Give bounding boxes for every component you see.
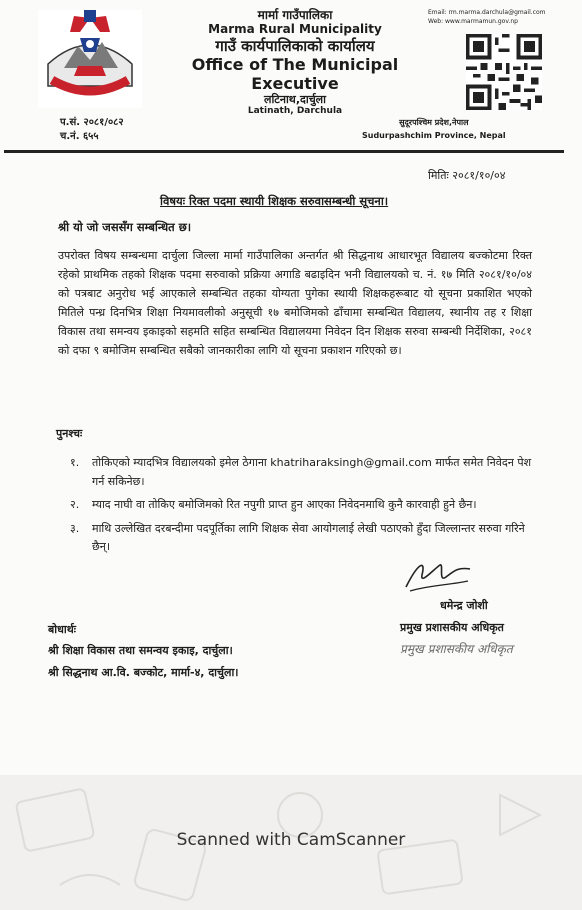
- punashcha-label: पुनश्चः: [56, 427, 83, 440]
- list-item: [70, 520, 540, 557]
- office-executive-np: गाउँ कार्यपालिकाको कार्यालय: [215, 36, 375, 55]
- contact-info: [428, 8, 545, 26]
- province-info: [362, 116, 506, 142]
- patra-sankhya: प.सं. २०८१/०८२: [60, 117, 124, 128]
- list-item: [70, 496, 540, 515]
- list-item-text: तोकिएको म्यादभित्र विद्यालयको इमेल ठेगाना khatriharaksingh@gmail.com मार्फत समेत निवेदन पेश गर्न सकिनेछ।: [92, 456, 532, 488]
- list-item-number: ३.: [70, 521, 80, 535]
- designation-stamp: प्रमुख प्रशासकीय अधिकृत: [400, 642, 513, 656]
- header-divider: [4, 150, 564, 153]
- postscript-list: [70, 454, 540, 562]
- contact-web: Web: www.marmamun.gov.np: [428, 18, 518, 25]
- reference-numbers: [60, 116, 124, 144]
- office-place-np: लटिनाथ,दार्चुला: [264, 93, 326, 107]
- cc-item: श्री शिक्षा विकास तथा समन्वय इकाइ, दार्चुला।: [48, 644, 233, 657]
- signer-name: धमेन्द्र जोशी: [440, 599, 488, 612]
- office-name-np: मार्मा गाउँपालिका: [257, 8, 333, 22]
- office-heading: [150, 8, 440, 117]
- cc-item: श्री सिद्धनाथ आ.वि. बज्कोट, मार्मा-४, दार्चुला।: [48, 666, 239, 679]
- signature-icon: [400, 555, 475, 595]
- cc-title: बोधार्थः: [48, 623, 76, 636]
- list-item-text: माथि उल्लेखित दरबन्दीमा पदपूर्तिका लागि शिक्षक सेवा आयोगलाई लेखी पठाएको हुँदा जिल्लान्तर सरुवा गरिने छैन्।: [92, 521, 525, 553]
- list-item-number: १.: [70, 456, 80, 469]
- contact-email: Email: rm.marma.darchula@gmail.com: [428, 9, 546, 16]
- nepal-emblem-icon: [34, 6, 146, 118]
- cc-list: [48, 640, 238, 684]
- qr-code-icon: [466, 34, 542, 110]
- scanner-footer-text: Scanned with CamScanner: [176, 830, 406, 850]
- list-item-number: २.: [70, 498, 80, 511]
- province-np: सुदूरपश्चिम प्रदेश,नेपाल: [399, 118, 469, 127]
- province-en: Sudurpashchim Province, Nepal: [362, 131, 506, 140]
- list-item-text: म्याद नाघी वा तोकिए बमोजिमको रित नपुगी प्राप्त हुन आएका निवेदनमाथि कुनै कारवाही हुने छैन।: [92, 498, 477, 511]
- letter-subject: विषयः रिक्त पदमा स्थायी शिक्षक सरुवासम्बन्धी सूचना।: [160, 194, 389, 208]
- salutation: श्री यो जो जससँग सम्बन्धित छ।: [58, 220, 192, 234]
- letter-body: उपरोक्त विषय सम्बन्धमा दार्चुला जिल्ला मार्मा गाउँपालिका अन्तर्गत श्री सिद्धनाथ आधारभूत विद्यालय बज्कोटमा रिक्त रहेको प्राथमिक तहको शिक्षक पदमा सरुवाको प्रक्रिया अगाडि बढाइदिन भनी विद्यालयको च. नं. १७ मिति २०८१/१०/०४ को पत्रबाट अनुरोध भई आएकाले सम्बन्धित तहका योग्यता पुगेका स्थायी शिक्षकहरूबाट यो सूचना प्रकाशित भएको मितिले पन्ध्र दिनभित्र शिक्षा नियमावलीको अनुसूची १७ बमोजिमको ढाँचामा सम्बन्धित विद्यालय, स्थानीय तह र शिक्षा विकास तथा समन्वय इकाइको सहमति सहित सम्बन्धित विद्यालयमा निवेदन दिन शिक्षक सरुवा सम्बन्धी निर्देशिका, २०८१ को दफा ९ बमोजिम सम्बन्धित सबैको जानकारीका लागि यो सूचना प्रकाशन गरिएको छ।: [58, 249, 532, 357]
- list-item: [70, 454, 540, 491]
- signer-designation: प्रमुख प्रशासकीय अधिकृत: [400, 621, 504, 634]
- letter-date: मितिः २०८१/१०/०४: [428, 169, 506, 182]
- office-place-en: Latinath, Darchula: [247, 106, 343, 117]
- office-name-en: Marma Rural Municipality: [208, 22, 382, 37]
- emblem-text: मार्मा गाउँपालिका: [68, 96, 112, 104]
- chalani-number: च.नं. ६५५: [60, 131, 99, 142]
- office-executive-en: Office of The Municipal Executive: [191, 54, 399, 93]
